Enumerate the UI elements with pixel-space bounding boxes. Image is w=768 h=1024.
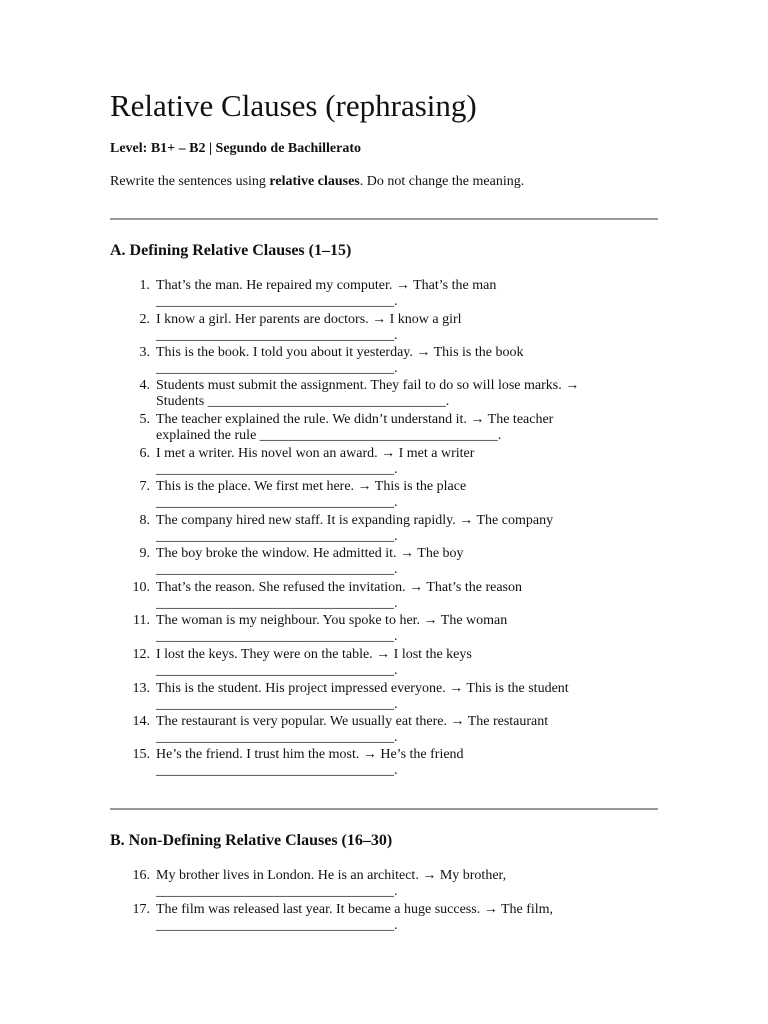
exercise-number: 11. [133,613,150,628]
exercise-number: 9. [139,546,150,561]
exercise-prompt: I know a girl. Her parents are doctors. → I know a girl [156,312,462,327]
exercise-prompt: I lost the keys. They were on the table. → I lost the keys [156,647,472,662]
level-line: Level: B1+ – B2 | Segundo de Bachillerato [110,141,362,156]
exercise-prompt: My brother lives in London. He is an architect. → My brother, [156,868,507,883]
exercise-prompt: This is the book. I told you about it yesterday. → This is the book [156,345,524,360]
exercise-prompt: That’s the man. He repaired my computer. → That’s the man [156,278,497,293]
exercise-number: 10. [132,580,150,595]
page-title: Relative Clauses (rephrasing) [110,88,477,123]
instructions [110,173,524,191]
answer-blank: __________________________________. [156,629,398,644]
exercise-number: 12. [132,647,150,662]
answer-blank: __________________________________. [156,663,398,678]
exercise-prompt: The teacher explained the rule. We didn’t understand it. → The teacher [156,412,554,427]
exercise-number: 16. [132,868,150,883]
exercise-prompt: Students must submit the assignment. They fail to do so will lose marks. → [156,378,580,393]
exercise-number: 2. [139,312,150,327]
section-a-heading: A. Defining Relative Clauses (1–15) [110,242,352,259]
answer-blank: Students __________________________________. [156,394,450,409]
answer-blank: __________________________________. [156,495,398,510]
exercise-number: 13. [132,681,150,696]
exercise-prompt: The film was released last year. It became a huge success. → The film, [156,902,554,917]
exercise-number: 3. [139,345,150,360]
answer-blank: explained the rule __________________________________. [156,428,502,443]
instructions-text: Rewrite the sentences using [110,174,270,189]
exercise-prompt: The woman is my neighbour. You spoke to her. → The woman [156,613,508,628]
answer-blank: __________________________________. [156,763,398,778]
exercise-prompt: This is the place. We first met here. → This is the place [156,479,467,494]
exercise-prompt: The company hired new staff. It is expanding rapidly. → The company [156,513,554,528]
answer-blank: __________________________________. [156,596,398,611]
instructions-emphasis: relative clauses [269,174,360,189]
exercise-prompt: I met a writer. His novel won an award. → I met a writer [156,446,475,461]
answer-blank: __________________________________. [156,884,398,899]
answer-blank: __________________________________. [156,562,398,577]
answer-blank: __________________________________. [156,529,398,544]
exercise-prompt: That’s the reason. She refused the invitation. → That’s the reason [156,580,522,595]
exercise-number: 1. [139,278,150,293]
answer-blank: __________________________________. [156,730,398,745]
exercise-number: 17. [132,902,150,917]
section-b-heading: B. Non-Defining Relative Clauses (16–30) [110,832,393,849]
exercise-prompt: This is the student. His project impressed everyone. → This is the student [156,681,569,696]
exercise-number: 8. [139,513,150,528]
answer-blank: __________________________________. [156,328,398,343]
answer-blank: __________________________________. [156,462,398,477]
exercise-number: 7. [139,479,150,494]
exercise-number: 15. [132,747,150,762]
exercise-number: 4. [139,378,150,393]
exercise-prompt: The boy broke the window. He admitted it. → The boy [156,546,464,561]
exercise-number: 5. [139,412,150,427]
section-divider [110,808,658,810]
answer-blank: __________________________________. [156,294,398,309]
answer-blank: __________________________________. [156,918,398,933]
exercise-prompt: The restaurant is very popular. We usually eat there. → The restaurant [156,714,549,729]
exercise-prompt: He’s the friend. I trust him the most. → He’s the friend [156,747,464,762]
exercise-number: 6. [139,446,150,461]
exercise-number: 14. [132,714,150,729]
instructions-text-end: . Do not change the meaning. [359,174,525,189]
section-divider [110,218,658,220]
answer-blank: __________________________________. [156,697,398,712]
answer-blank: __________________________________. [156,361,398,376]
